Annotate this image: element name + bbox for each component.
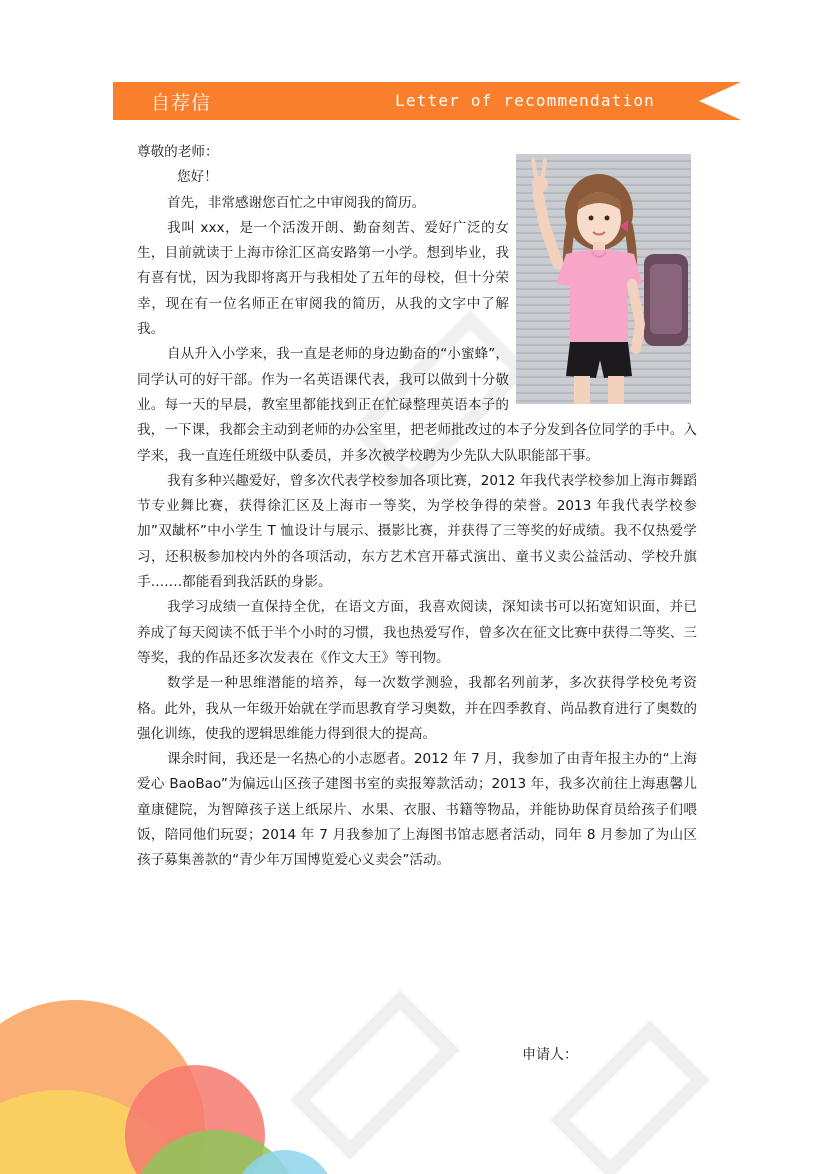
header-subtitle: Letter of recommendation [395,91,655,110]
circle-orange [0,1000,205,1174]
paragraph-thanks: 首先，非常感谢您百忙之中审阅我的简历。 [167,194,426,211]
circle-pink [125,1065,265,1174]
paragraph-class-duty: 自从升入小学来，我一直是老师的身边勤奋的“小蜜蜂”，同学认可的好干部。作为一名英语课代表，我可以做到十分敬业。每一天的早晨，教室里都能找到正在忙碌整理英语本子的我，一下课，我都会主动到老师的办公室里，把老师批改过的本子分发到各位同学的手中。入学来，我一直连任班级中队委员，并多次被学校聘为少先队大队职能部干事。 [137,346,697,464]
paragraph-hobbies: 我有多种兴趣爱好，曾多次代表学校参加各项比赛，2012 年我代表学校参加上海市舞蹈节专业舞比赛，获得徐汇区及上海市一等奖，为学校争得的荣誉。2013 年我代表学校参加”双龇杯”中小学生 T 恤设计与展示、摄影比赛，并获得了三等奖的好成绩。我不仅热爱学习，还积极参加校内外的各项活动，东方艺术宫开幕式演出、童书义卖公益活动、学校升旗手…….都能看到我活跃的身影。 [137,472,697,591]
photo-spacer [509,140,697,402]
paragraph-math: 数学是一种思维潜能的培养，每一次数学测验，我都名列前茅，多次获得学校免考资格。此外，我从一年级开始就在学而思教育学习奥数，并在四季教育、尚品教育进行了奥数的强化训练，使我的逻辑思维能力得到很大的提高。 [137,675,697,742]
paragraph-intro: 我叫 xxx，是一个活泼开朗、勤奋刻苦、爱好广泛的女生，目前就读于上海市徐汇区高安路第一小学。想到毕业，我有喜有忧，因为我即将离开与我相处了五年的母校，但十分荣幸，现在有一位名师正在审阅我的简历，从我的文字中了解我。 [137,219,509,338]
salutation: 尊敬的老师： [137,144,219,160]
letter-body [137,140,697,874]
circle-yellow [0,1090,200,1174]
header-title: 自荐信 [151,92,212,114]
signature-label: 申请人： [522,1047,578,1063]
header-banner [113,82,741,120]
paragraph-volunteer: 课余时间，我还是一名热心的小志愿者。2012 年 7 月，我参加了由青年报主办的“上海爱心 BaoBao”为偏远山区孩子建图书室的卖报筹款活动；2013 年，我多次前往上海惠馨儿童康健院，为智障孩子送上纸尿片、水果、衣服、书籍等物品，并能协助保育员给孩子们喂饭，陪同他们玩耍；2014 年 7 月我参加了上海图书馆志愿者活动，同年 8 月参加了为山区孩子募集善款的“青少年万国博览爱心义卖会”活动。 [137,751,697,869]
greeting: 您好！ [177,169,218,186]
circle-blue [235,1150,335,1174]
paragraph-chinese: 我学习成绩一直保持全优，在语文方面，我喜欢阅读，深知读书可以拓宽知识面，并已养成了每天阅读不低于半个小时的习惯，我也热爱写作，曾多次在征文比赛中获得二等奖、三等奖，我的作品还多次发表在《作文大王》等刊物。 [137,599,697,666]
circle-green [130,1130,300,1174]
